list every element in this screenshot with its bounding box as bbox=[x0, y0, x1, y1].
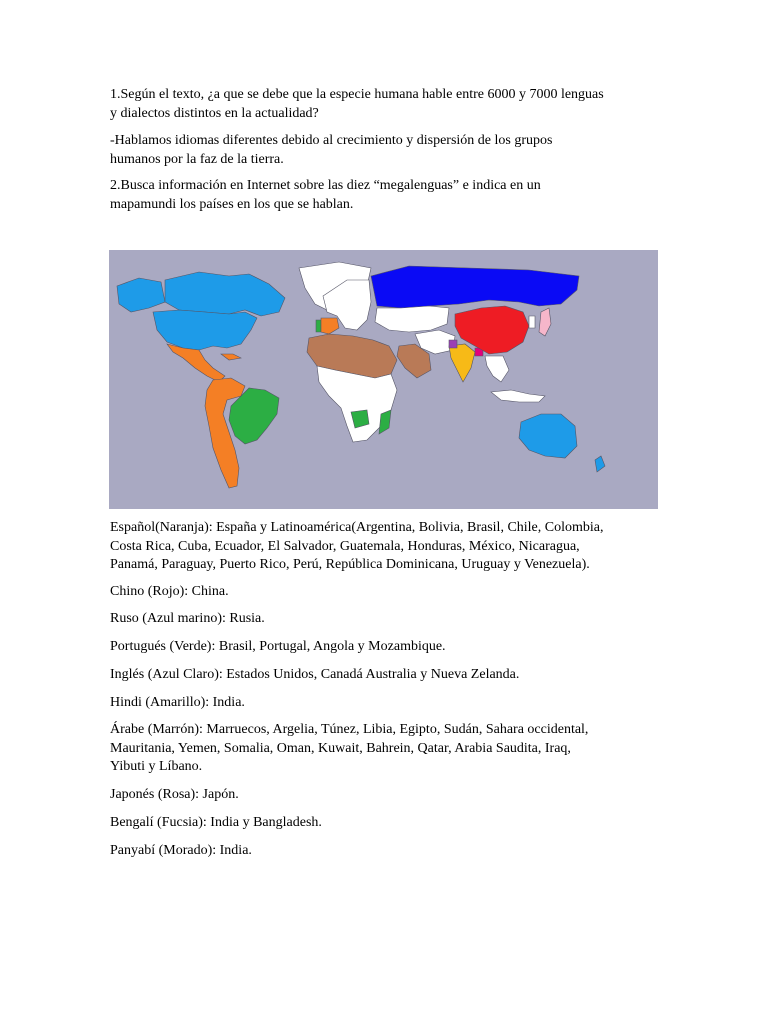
legend-portugues bbox=[110, 638, 670, 657]
legend-arabe bbox=[110, 721, 670, 777]
legend-espanol bbox=[110, 519, 670, 575]
legend-line: Japonés (Rosa): Japón. bbox=[110, 787, 239, 802]
world-map bbox=[109, 250, 658, 509]
legend-line: Costa Rica, Cuba, Ecuador, El Salvador, Guatemala, Honduras, México, Nicaragua, bbox=[110, 538, 580, 554]
legend-panyabi bbox=[110, 842, 670, 861]
legend-ingles bbox=[110, 666, 670, 685]
legend-line: Panyabí (Morado): India. bbox=[110, 843, 252, 858]
answer-1-line: humanos por la faz de la tierra. bbox=[110, 151, 284, 167]
legend-japones bbox=[110, 786, 670, 805]
legend-line: Panamá, Paraguay, Puerto Rico, Perú, República Dominicana, Uruguay y Venezuela). bbox=[110, 557, 590, 572]
legend-chino bbox=[110, 583, 670, 602]
legend-line: Chino (Rojo): China. bbox=[110, 584, 229, 599]
answer-1 bbox=[110, 132, 670, 169]
question-1-line: 1.Según el texto, ¿a que se debe que la especie humana hable entre 6000 y 7000 lenguas bbox=[110, 87, 604, 102]
legend-line: Bengalí (Fucsia): India y Bangladesh. bbox=[110, 815, 322, 830]
legend-hindi bbox=[110, 694, 670, 713]
legend-line: Inglés (Azul Claro): Estados Unidos, Canadá Australia y Nueva Zelanda. bbox=[110, 667, 520, 682]
legend-line: Hindi (Amarillo): India. bbox=[110, 695, 245, 710]
korea bbox=[529, 316, 535, 328]
question-1-line: y dialectos distintos en la actualidad? bbox=[110, 105, 319, 121]
question-2 bbox=[110, 177, 670, 214]
legend-line: Español(Naranja): España y Latinoamérica(Argentina, Bolivia, Brasil, Chile, Colombia, bbox=[110, 520, 604, 535]
question-1 bbox=[110, 86, 670, 123]
russia bbox=[371, 266, 579, 308]
legend-ruso bbox=[110, 610, 670, 629]
legend-bengali bbox=[110, 814, 670, 833]
legend-line: Portugués (Verde): Brasil, Portugal, Angola y Mozambique. bbox=[110, 639, 446, 654]
legend-line: Ruso (Azul marino): Rusia. bbox=[110, 611, 265, 626]
answer-1-line: -Hablamos idiomas diferentes debido al crecimiento y dispersión de los grupos bbox=[110, 133, 553, 148]
portugal bbox=[316, 320, 321, 332]
legend-line: Mauritania, Yemen, Somalia, Oman, Kuwait, Bahrein, Qatar, Arabia Saudita, Iraq, bbox=[110, 740, 571, 756]
question-2-line: mapamundi los países en los que se hablan. bbox=[110, 196, 354, 212]
question-2-line: 2.Busca información en Internet sobre las diez “megalenguas” e indica en un bbox=[110, 178, 541, 193]
legend-line: Yibuti y Líbano. bbox=[110, 759, 203, 774]
legend-line: Árabe (Marrón): Marruecos, Argelia, Túnez, Libia, Egipto, Sudán, Sahara occidental, bbox=[110, 722, 589, 737]
panjab bbox=[449, 340, 457, 348]
